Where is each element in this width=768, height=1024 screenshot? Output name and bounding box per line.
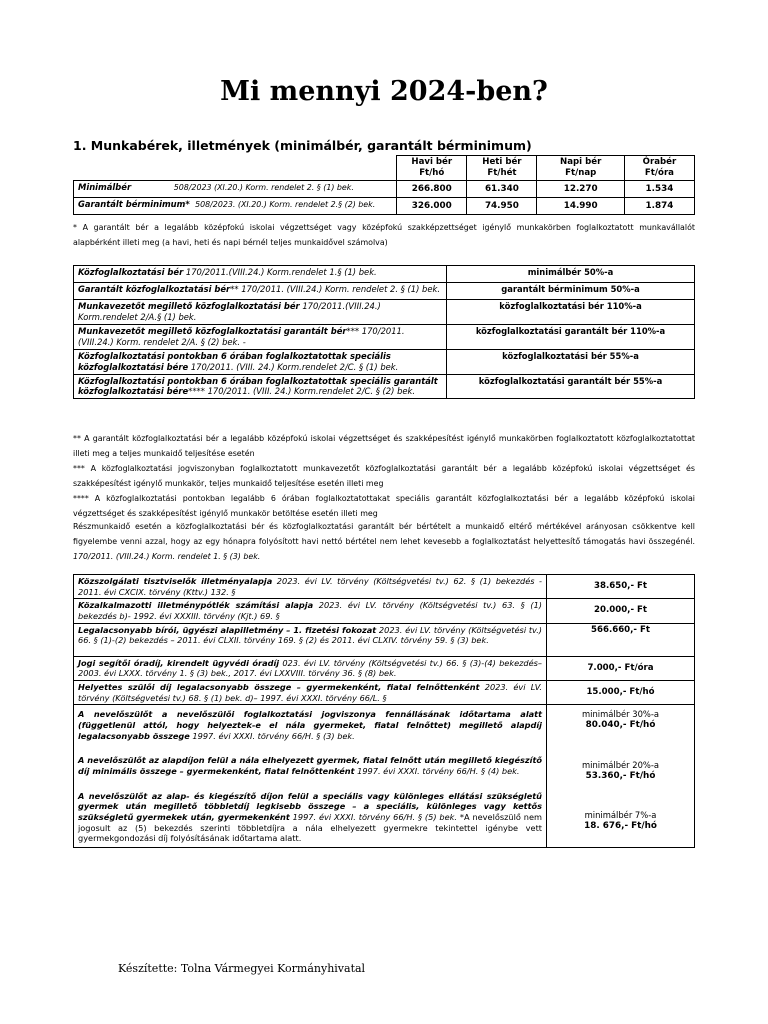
foster-value-group	[551, 810, 690, 832]
row-label	[74, 623, 547, 656]
row-title: Jogi segítői óradíj, kirendelt ügyvédi óradíj	[78, 657, 280, 668]
value-cell: 1.874	[624, 198, 694, 215]
table-row	[74, 680, 695, 704]
public-work-note-2: *** A közfoglalkoztatási jogviszonyban foglalkoztatott munkavezetőt közfoglalkoztatási garantált bér a legalább középfokú iskolai végzettséget és szakképesítést igénylő munkakör, teljes munkaidő teljesítése esetén illeti meg	[73, 464, 695, 488]
table-header-row	[74, 156, 695, 181]
row-label-guaranteed-wage	[74, 198, 397, 215]
row-label	[74, 283, 447, 300]
row-label	[74, 575, 547, 599]
row-label	[74, 324, 447, 349]
table-row	[74, 198, 695, 215]
row-value: 7.000,- Ft/óra	[547, 656, 695, 680]
foster-parent-cell	[74, 705, 547, 848]
row-title: Közfoglalkoztatási pontokban 6 órában foglalkoztatottak speciális garantált közfoglalkoztatási bére	[78, 375, 438, 397]
header-monthly	[397, 156, 467, 181]
foster-amount: 18. 676,- Ft/hó	[584, 820, 657, 831]
row-label	[74, 349, 447, 374]
row-value: közfoglalkoztatási bér 110%-a	[447, 300, 695, 325]
foster-footnote: *A nevelőszülő nem jogosult az (5) bekezdés szerinti többletdíjra a nála elhelyezett gyermekre tekintettel igénybe vett gyermekgondozási díj folyósításának időtartama alatt.	[78, 811, 542, 844]
header-hourly	[624, 156, 694, 181]
table-row	[74, 349, 695, 374]
row-label	[74, 656, 547, 680]
foster-value-group	[551, 709, 690, 731]
table-row	[74, 266, 695, 283]
row-value: minimálbér 50%-a	[447, 266, 695, 283]
header-blank-cell	[74, 156, 397, 181]
table-row	[74, 599, 695, 623]
header-label: Havi bér	[411, 157, 453, 167]
row-value: közfoglalkoztatási garantált bér 110%-a	[447, 324, 695, 349]
row-regulation: 2023. évi LV. törvény (Költségvetési tv.) 63. § (1) bekezdés b)- 1992. évi XXXIII. törvény (Kjt.) 69. §	[78, 600, 542, 621]
row-regulation: 023. évi LV. törvény (Költségvetési tv.) 66. § (3)-(4) bekezdés– 2003. évi LXXX. törvény 1. § (3) bek., 2017. évi LXXVIII. törvény 36. § (8) bek.	[78, 657, 542, 679]
header-unit: Ft/nap	[565, 168, 597, 179]
value-cell: 266.800	[397, 181, 467, 198]
row-value: közfoglalkoztatási garantált bér 55%-a	[447, 374, 695, 399]
foster-amount: 80.040,- Ft/hó	[585, 720, 656, 731]
table-row	[74, 623, 695, 656]
row-regulation: ** 170/2011. (VIII.24.) Korm. rendelet 2. § (1) bek.	[230, 284, 441, 294]
row-title: Legalacsonyabb bírói, ügyészi alapilletmény – 1. fizetési fokozat	[78, 624, 377, 635]
public-work-note-1: ** A garantált közfoglalkoztatási bér a legalább középfokú iskolai végzettséget és szakképesítést igénylő munkakörben foglalkoztatott közfoglalkoztatottat illeti meg a teljes munkaidő teljesítése esetén	[73, 434, 695, 458]
header-weekly	[467, 156, 537, 181]
row-regulation: **** 170/2011. (VIII. 24.) Korm.rendelet 2/C. § (2) bek.	[188, 386, 416, 397]
foster-percent: minimálbér 20%-a	[581, 759, 660, 770]
row-label	[74, 599, 547, 623]
foster-values-cell	[547, 705, 695, 848]
row-title: Garantált közfoglalkoztatási bér	[78, 284, 231, 294]
foster-title: A nevelőszülőt az alapdíjon felül a nála elhelyezett gyermek, fiatal felnőtt után megillető kiegészítő díj minimális összege – gyermekenként, fiatal felnőttenként	[78, 755, 542, 776]
value-cell: 14.990	[537, 198, 624, 215]
value-cell: 12.270	[537, 181, 624, 198]
footer-author: Készítette: Tolna Vármegyei Kormányhivatal	[118, 962, 366, 975]
page-title: Mi mennyi 2024-ben?	[220, 76, 548, 107]
public-service-table	[73, 574, 695, 848]
row-label	[74, 374, 447, 399]
value-cell: 61.340	[467, 181, 537, 198]
foster-percent: minimálbér 7%-a	[584, 809, 657, 820]
row-name: Garantált bérminimum*	[78, 199, 190, 210]
row-label	[74, 680, 547, 704]
row-value: 566.660,- Ft	[547, 623, 695, 656]
row-value: 20.000,- Ft	[547, 599, 695, 623]
row-title: Közfoglalkoztatási pontokban 6 órában foglalkoztatottak speciális közfoglalkoztatási bére	[78, 350, 391, 372]
foster-amount: 53.360,- Ft/hó	[585, 770, 656, 781]
table-row	[74, 324, 695, 349]
table-row	[74, 300, 695, 325]
table-row	[74, 283, 695, 300]
guaranteed-wage-note: * A garantált bér a legalább középfokú iskolai végzettséget vagy középfokú szakképzettséget igénylő munkakörben foglalkoztatott munkavállalót alapbérként illeti meg (a havi, heti és napi bérnél teljes munkaidővel számolva)	[73, 223, 695, 247]
foster-paragraph	[78, 791, 542, 844]
minimum-wage-table	[73, 155, 695, 215]
part-time-paragraph	[73, 519, 695, 564]
row-value: 15.000,- Ft/hó	[547, 680, 695, 704]
row-regulation: 170/2011.(VIII.24.) Korm.rendelet 2/A.§ (1) bek.	[78, 301, 381, 322]
row-label	[74, 266, 447, 283]
row-value: közfoglalkoztatási bér 55%-a	[447, 349, 695, 374]
row-regulation: 508/2023. (XI.20.) Korm. rendelet 2.§ (2) bek.	[195, 200, 376, 210]
row-regulation: 2023. évi LV. törvény (Költségvetési tv.) 68. § (1) bek. d)– 1997. évi XXXI. törvény 66/L. §	[78, 681, 542, 703]
foster-regulation: 1997. évi XXXI. törvény 66/H. § (3) bek.	[189, 730, 355, 741]
foster-value-group	[551, 760, 690, 782]
foster-percent: minimálbér 30%-a	[581, 709, 660, 720]
row-regulation: 170/2011.(VIII.24.) Korm.rendelet 1.§ (1) bek.	[183, 267, 377, 277]
value-cell: 326.000	[397, 198, 467, 215]
header-unit: Ft/hó	[419, 168, 445, 179]
row-name: Minimálbér	[78, 182, 132, 193]
value-cell: 74.950	[467, 198, 537, 215]
row-label-minimum-wage	[74, 181, 397, 198]
header-label: Heti bér	[482, 157, 522, 167]
row-label	[74, 300, 447, 325]
table-row	[74, 705, 695, 848]
part-time-regulation: 170/2011. (VIII.24.) Korm. rendelet 1. § (3) bek.	[73, 552, 261, 561]
foster-paragraph	[78, 755, 542, 776]
part-time-text: Részmunkaidő esetén a közfoglalkoztatási bér és közfoglalkoztatási garantált bér bértételt a munkaidő eltérő mértékével arányosan csökkentve kell figyelembe venni azzal, hogy az egy hónapra folyósított havi nettó bértétel nem lehet kevesebb a foglalkoztatást helyettesítő támogatás havi összegénél.	[73, 522, 695, 546]
row-regulation: 2023. évi LV. törvény (Költségvetési tv.) 62. § (1) bekezdés - 2011. évi CXCIX. törvény (Kttv.) 132. §	[78, 576, 542, 597]
header-label: Napi bér	[560, 157, 602, 167]
row-title: Közfoglalkoztatási bér	[78, 267, 184, 277]
row-regulation: *** 170/2011. (VIII.24.) Korm. rendelet 2/A. § (2) bek. -	[78, 325, 405, 347]
row-regulation: 508/2023 (XI.20.) Korm. rendelet 2. § (1) bek.	[173, 183, 354, 193]
row-title: Munkavezetőt megillető közfoglalkoztatási garantált bér	[78, 325, 347, 336]
value-cell: 1.534	[624, 181, 694, 198]
table-row	[74, 575, 695, 599]
foster-title: A nevelőszülőt az alap- és kiegészítő díjon felül a speciális vagy különleges ellátási szükségletű gyermek után megillető többletdíj legkisebb összege – a speciális, különleges vagy kettős szükségletű gyermekek után, gyermekenként	[78, 790, 542, 822]
row-title: Munkavezetőt megillető közfoglalkoztatási bér	[78, 301, 300, 311]
header-label: Órabér	[642, 157, 677, 167]
header-unit: Ft/óra	[644, 168, 674, 179]
row-title: Helyettes szülői díj legalacsonyabb összege – gyermekenként, fiatal felnőttenként	[78, 681, 480, 692]
header-daily	[537, 156, 624, 181]
row-title: Közszolgálati tisztviselők illetményalapja	[78, 576, 273, 586]
row-value: garantált bérminimum 50%-a	[447, 283, 695, 300]
table-row	[74, 374, 695, 399]
foster-title: A nevelőszülőt a nevelőszülői foglalkoztatási jogviszonya fennállásának időtartama alatt (függetlenül attól, hogy helyeztek-e el nála gyermeket, fiatal felnőttet) megillető alapdíj legalacsonyabb összege	[78, 709, 542, 741]
public-work-note-3: **** A közfoglalkoztatási pontokban legalább 6 órában foglalkoztatottakat speciális garantált közfoglalkoztatási bér a legalább középfokú iskolai végzettséget és szakképesítést igénylő munkakör betöltése esetén illeti meg	[73, 494, 695, 518]
foster-regulation: 1997. évi XXXI. törvény 66/H. § (4) bek.	[354, 765, 520, 776]
row-title: Közalkalmazotti illetménypótlék számítási alapja	[78, 600, 314, 611]
public-work-table	[73, 265, 695, 399]
table-row	[74, 656, 695, 680]
section-heading-wages: 1. Munkabérek, illetmények (minimálbér, garantált bérminimum)	[73, 138, 532, 153]
row-value: 38.650,- Ft	[547, 575, 695, 599]
header-unit: Ft/hét	[487, 168, 517, 179]
foster-regulation: 1997. évi XXXI. törvény 66/H. § (5) bek.	[289, 811, 457, 822]
row-regulation: 2023. évi LV. törvény (Költségvetési tv.) 66. § (1)-(2) bekezdés – 2011. évi CLXII. törvény 169. § (2) és 2011. évi CLXIV. törvény 59. § (3) bek.	[78, 624, 542, 646]
row-regulation: 170/2011. (VIII. 24.) Korm.rendelet 2/C. § (1) bek.	[188, 361, 399, 372]
table-row	[74, 181, 695, 198]
foster-paragraph	[78, 709, 542, 741]
